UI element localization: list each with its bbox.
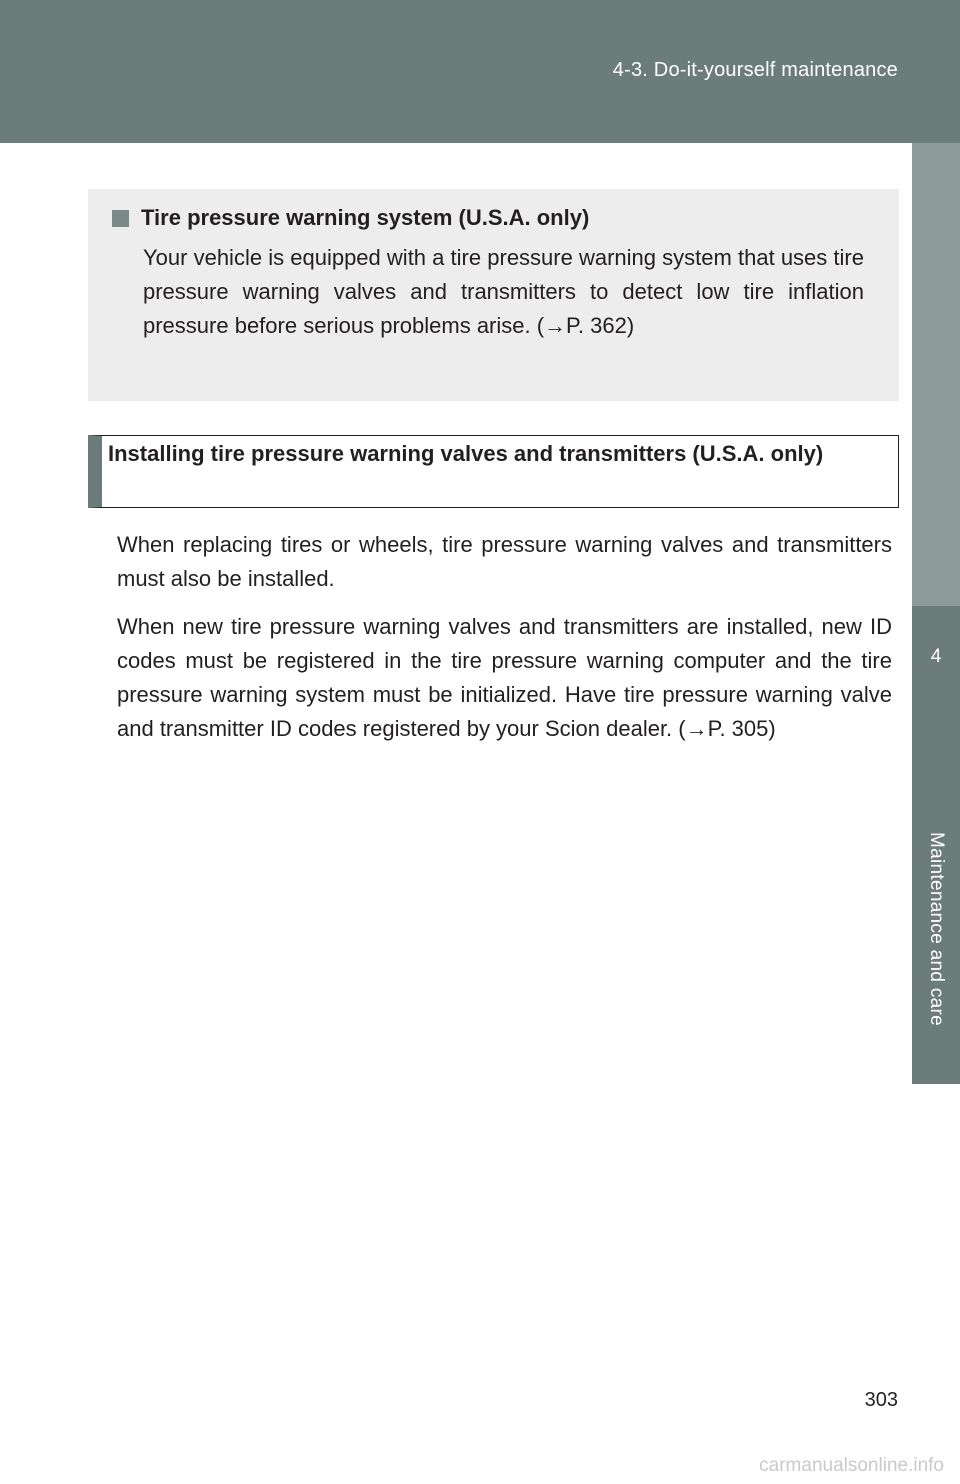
info-heading xyxy=(112,205,589,231)
chapter-title-container xyxy=(912,832,960,1032)
section-heading: Installing tire pressure warning valves and transmitters (U.S.A. only) xyxy=(108,441,824,466)
chapter-number: 4 xyxy=(930,646,942,667)
info-heading-text: Tire pressure warning system (U.S.A. only) xyxy=(141,205,590,230)
side-tab-strip xyxy=(912,143,960,606)
chapter-title: Maintenance and care xyxy=(926,832,947,1027)
watermark: carmanualsonline.info xyxy=(759,1455,944,1476)
info-body: Your vehicle is equipped with a tire pressure warning system that uses tire pressure warning valves and transmitters to detect low tire inflation pressure before serious problems arise. (→P. 362) xyxy=(143,245,864,338)
side-tab-blank xyxy=(912,1084,960,1484)
paragraph: When replacing tires or wheels, tire pressure warning valves and transmitters must also be installed. xyxy=(117,532,892,591)
square-bullet-icon xyxy=(112,210,129,227)
paragraph: When new tire pressure warning valves and transmitters are installed, new ID codes must be registered in the tire pressure warning computer and the tire pressure warning system must be initialized. Have tire pressure warning valve and transmitter ID codes registered by your Scion dealer. (→P. 305) xyxy=(117,614,892,741)
page-number: 303 xyxy=(864,1389,898,1411)
section-title: 4-3. Do-it-yourself maintenance xyxy=(612,59,898,81)
